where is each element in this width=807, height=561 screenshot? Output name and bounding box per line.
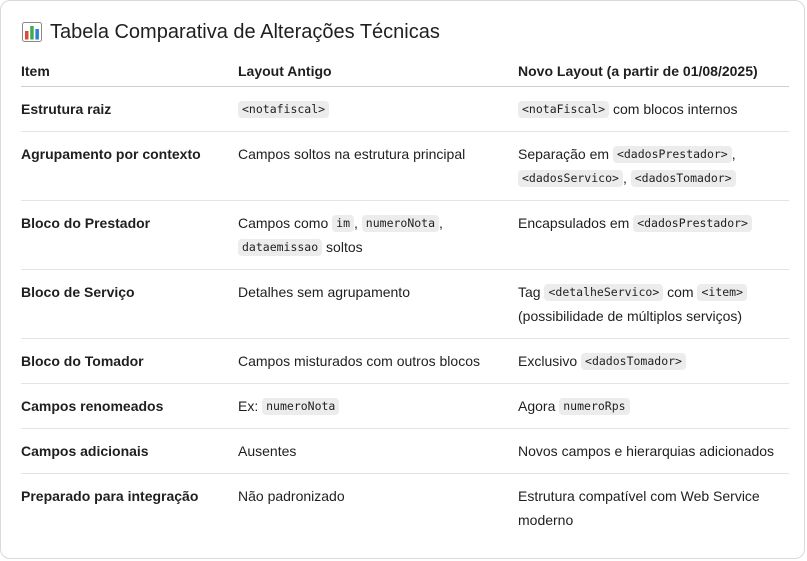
cell-text: Separação em — [518, 146, 613, 162]
cell-text: com blocos internos — [609, 101, 738, 117]
cell-text: Novos campos e hierarquias adicionados — [518, 443, 775, 459]
table-row — [21, 474, 789, 543]
row-new-value — [518, 211, 789, 269]
row-old-value — [238, 142, 518, 200]
code-snippet: im — [332, 215, 354, 232]
row-new-value — [518, 394, 789, 428]
row-old-value — [238, 349, 518, 383]
cell-text: (possibilidade de múltiplos serviços) — [518, 308, 743, 324]
page-title-text: Tabela Comparativa de Alterações Técnicas — [50, 20, 440, 43]
table-row — [21, 132, 789, 201]
row-old-value — [238, 211, 518, 269]
row-new-value — [518, 97, 789, 131]
table-row — [21, 201, 789, 270]
row-item-label: Bloco do Tomador — [21, 353, 144, 369]
cell-text: Ex: — [238, 398, 263, 414]
row-new-value — [518, 349, 789, 383]
cell-text: Ausentes — [238, 443, 297, 459]
cell-text: Detalhes sem agrupamento — [238, 284, 410, 300]
row-item-label: Preparado para integração — [21, 488, 199, 504]
row-new-value — [518, 439, 789, 473]
code-snippet: <dadosPrestador> — [633, 215, 752, 232]
bar-chart-icon — [22, 22, 42, 42]
separator: , — [354, 215, 358, 231]
cell-text: Campos soltos na estrutura principal — [238, 146, 466, 162]
table-row — [21, 87, 789, 132]
code-snippet: <notaFiscal> — [518, 101, 609, 118]
row-old-value — [238, 439, 518, 473]
column-header-new-layout: Novo Layout (a partir de 01/08/2025) — [518, 63, 758, 79]
row-item-label: Campos adicionais — [21, 443, 149, 459]
code-snippet: <dadosPrestador> — [613, 146, 732, 163]
row-new-value — [518, 142, 789, 200]
separator: , — [439, 215, 443, 231]
row-item-label: Bloco do Prestador — [21, 215, 151, 231]
code-snippet: <dadosServico> — [518, 170, 623, 187]
table-row — [21, 384, 789, 429]
cell-text: Não padronizado — [238, 488, 345, 504]
comparison-table — [21, 57, 789, 543]
code-snippet: numeroNota — [262, 398, 339, 415]
code-snippet: numeroRps — [559, 398, 629, 415]
column-header-item: Item — [21, 63, 50, 79]
row-old-value — [238, 484, 518, 543]
page-title — [22, 19, 440, 45]
cell-text: Campos misturados com outros blocos — [238, 353, 480, 369]
row-old-value — [238, 280, 518, 338]
row-item-label: Bloco de Serviço — [21, 284, 135, 300]
code-snippet: <dadosTomador> — [581, 353, 686, 370]
table-header-row — [21, 57, 789, 87]
row-item-label: Agrupamento por contexto — [21, 146, 201, 162]
cell-text: Encapsulados em — [518, 215, 634, 231]
row-new-value — [518, 280, 789, 338]
cell-text: Tag — [518, 284, 545, 300]
code-snippet: dataemissao — [238, 239, 322, 256]
code-snippet: <dadosTomador> — [631, 170, 736, 187]
table-row — [21, 429, 789, 474]
code-snippet: <notafiscal> — [238, 101, 329, 118]
table-row — [21, 270, 789, 339]
cell-text: Estrutura compatível com Web Service moderno — [518, 488, 760, 528]
column-header-old-layout: Layout Antigo — [238, 63, 332, 79]
separator: , — [731, 146, 736, 162]
cell-text: Campos como — [238, 215, 333, 231]
code-snippet: <item> — [697, 284, 747, 301]
row-old-value — [238, 394, 518, 428]
table-row — [21, 339, 789, 384]
row-new-value — [518, 484, 789, 543]
row-item-label: Estrutura raiz — [21, 101, 112, 117]
cell-text: Exclusivo — [518, 353, 582, 369]
cell-text: com — [663, 284, 698, 300]
cell-text: soltos — [322, 239, 363, 255]
row-item-label: Campos renomeados — [21, 398, 164, 414]
separator: , — [622, 170, 627, 186]
code-snippet: numeroNota — [362, 215, 439, 232]
cell-text: Agora — [518, 398, 560, 414]
code-snippet: <detalheServico> — [544, 284, 663, 301]
row-old-value — [238, 97, 518, 131]
